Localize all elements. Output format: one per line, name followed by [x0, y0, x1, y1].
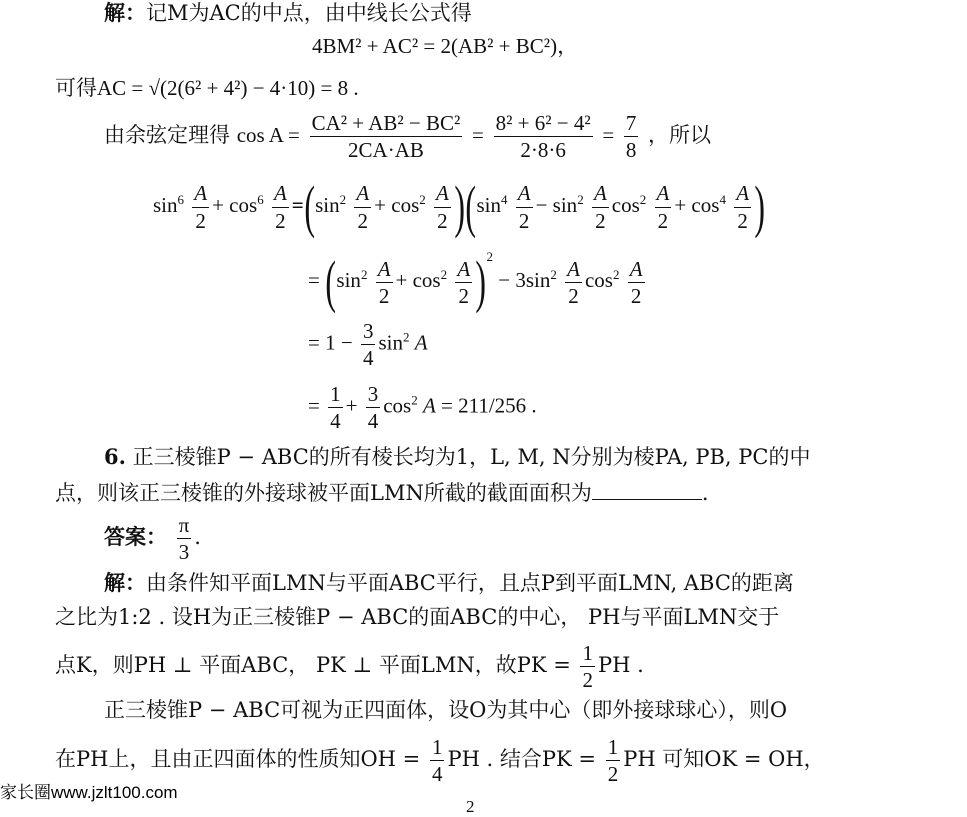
cosine-result [624, 112, 639, 161]
final-value: = 211/256 . [441, 393, 537, 418]
fraction-one-half: $\frac{1}{2}$ [607, 735, 619, 787]
solution2-line3 [55, 642, 644, 691]
identity-step-3: = 1 − $\frac{3}{4}$ $\sin^2 A$ [308, 319, 428, 371]
problem6-text-2: 点，则该正三棱锥的外接球被平面LMN所截的截面面积为 [55, 481, 592, 505]
answer-line: 答案： $\frac{\pi}{3}$ . [104, 513, 201, 565]
solution1-intro: 记M为AC的中点，由中线长公式得 [146, 1, 472, 25]
cosine-rule-line: 由余弦定理得 cos A = $\frac{\text{CA² + AB² − BC²}}{2CA\cdot AB}$ = $\frac{\text{8² + 6² − 4²}}{2\cdot 8\cdot 6}$ = $\frac{7}{8}$ ，所以 [104, 111, 712, 163]
ac-result: AC = √(2(6² + 4²) − 4·10) = 8 . [97, 76, 359, 100]
fraction-denominator: 8 [625, 138, 637, 163]
ac-result-line [55, 78, 359, 99]
solution-label: 解： [104, 570, 146, 595]
median-formula: 4BM² + AC² = 2(AB² + BC²)， [312, 34, 579, 58]
identity-step-4: = $\frac{1}{4}$ + $\frac{3}{4}$ $\cos^2 A = 211/256$ . [308, 382, 537, 434]
solution2-text-5c: PH 可知OK = OH， [623, 747, 825, 772]
problem-number: 6. [104, 444, 126, 469]
solution2-text-3a: 点K，则PH ⊥ 平面ABC， PK ⊥ 平面LMN，故PK = [55, 653, 571, 678]
ac-result-prefix: 可得 [55, 76, 97, 100]
solution2-text-5b: PH . 结合PK = [447, 747, 596, 772]
fraction-numerator: π [177, 514, 192, 539]
solution2-line4: 正三棱锥P − ABC可视为正四面体，设O为其中心（即外接球球心），则O [104, 698, 788, 722]
page-number: 2 [466, 797, 475, 816]
answer-fraction [177, 514, 192, 563]
problem6-line1 [104, 446, 810, 468]
solution2-text-3b: PH . [597, 653, 644, 678]
fraction-one-quarter: $\frac{1}{4}$ [431, 735, 443, 787]
cosine-prefix: 由余弦定理得 [104, 123, 230, 148]
solution2-text-5a: 在PH上，且由正四面体的性质知OH = [55, 747, 421, 772]
cosine-lhs: cos A = [236, 123, 300, 148]
answer-label: 答案： [104, 524, 167, 550]
fraction-denominator: 3 [178, 540, 190, 565]
fraction-one-half: $\frac{1}{2}$ [582, 641, 593, 693]
solution1-intro-line [104, 2, 472, 24]
fraction-denominator: 2·8·6 [520, 138, 566, 163]
fraction-numerator: 8² + 6² − 4² [494, 112, 593, 137]
answer-blank [592, 481, 702, 500]
solution2-line2: 之比为1:2 . 设H为正三棱锥P − ABC的面ABC的中心， PH与平面LMN交于 [55, 605, 780, 629]
cosine-fraction-symbolic [310, 112, 463, 161]
solution2-text-1: 由条件知平面LMN与平面ABC平行，且点P到平面LMN, ABC的距离 [146, 571, 794, 595]
problem6-text-1: 正三棱锥P − ABC的所有棱长均为1，L, M, N分别为棱PA, PB, PC的中 [132, 445, 811, 469]
solution-label: 解： [104, 0, 146, 25]
fraction-denominator: 2CA·AB [348, 138, 424, 163]
fraction-numerator: CA² + AB² − BC² [310, 112, 463, 137]
solution2-line1 [104, 572, 794, 594]
cosine-fraction-numeric [494, 112, 593, 161]
fraction-numerator: 7 [624, 112, 639, 137]
watermark[interactable]: 家长圈www.jzlt100.com [0, 783, 178, 802]
problem6-line2: 点，则该正三棱锥的外接球被平面LMN所截的截面面积为 . [55, 481, 709, 505]
identity-step-2: = ($\sin^2$ $\frac{A}{2}$ + $\cos^2$ $\frac{A}{2}$ )$^2 - 3\sin^2$ $\frac{A}{2}$ $\cos^2$ $\frac{A}{2}$ [308, 249, 643, 315]
sin6-cos6-identity: $\sin^6$ $\frac{A}{2}$ + $\cos^6$ $\frac{A}{2}$ $=(\sin^2$ $\frac{A}{2}$ + $\cos^2$ $\frac{A}{2}$ )($\sin^4$ $\frac{A}{2}$ − $\sin^2$ $\frac{A}{2}$ $\cos^2$ $\frac{A}{2}$ + $\cos^4$ $\frac{A}{2}$ ) [153, 174, 765, 239]
cosine-suffix: ，所以 [648, 123, 712, 148]
